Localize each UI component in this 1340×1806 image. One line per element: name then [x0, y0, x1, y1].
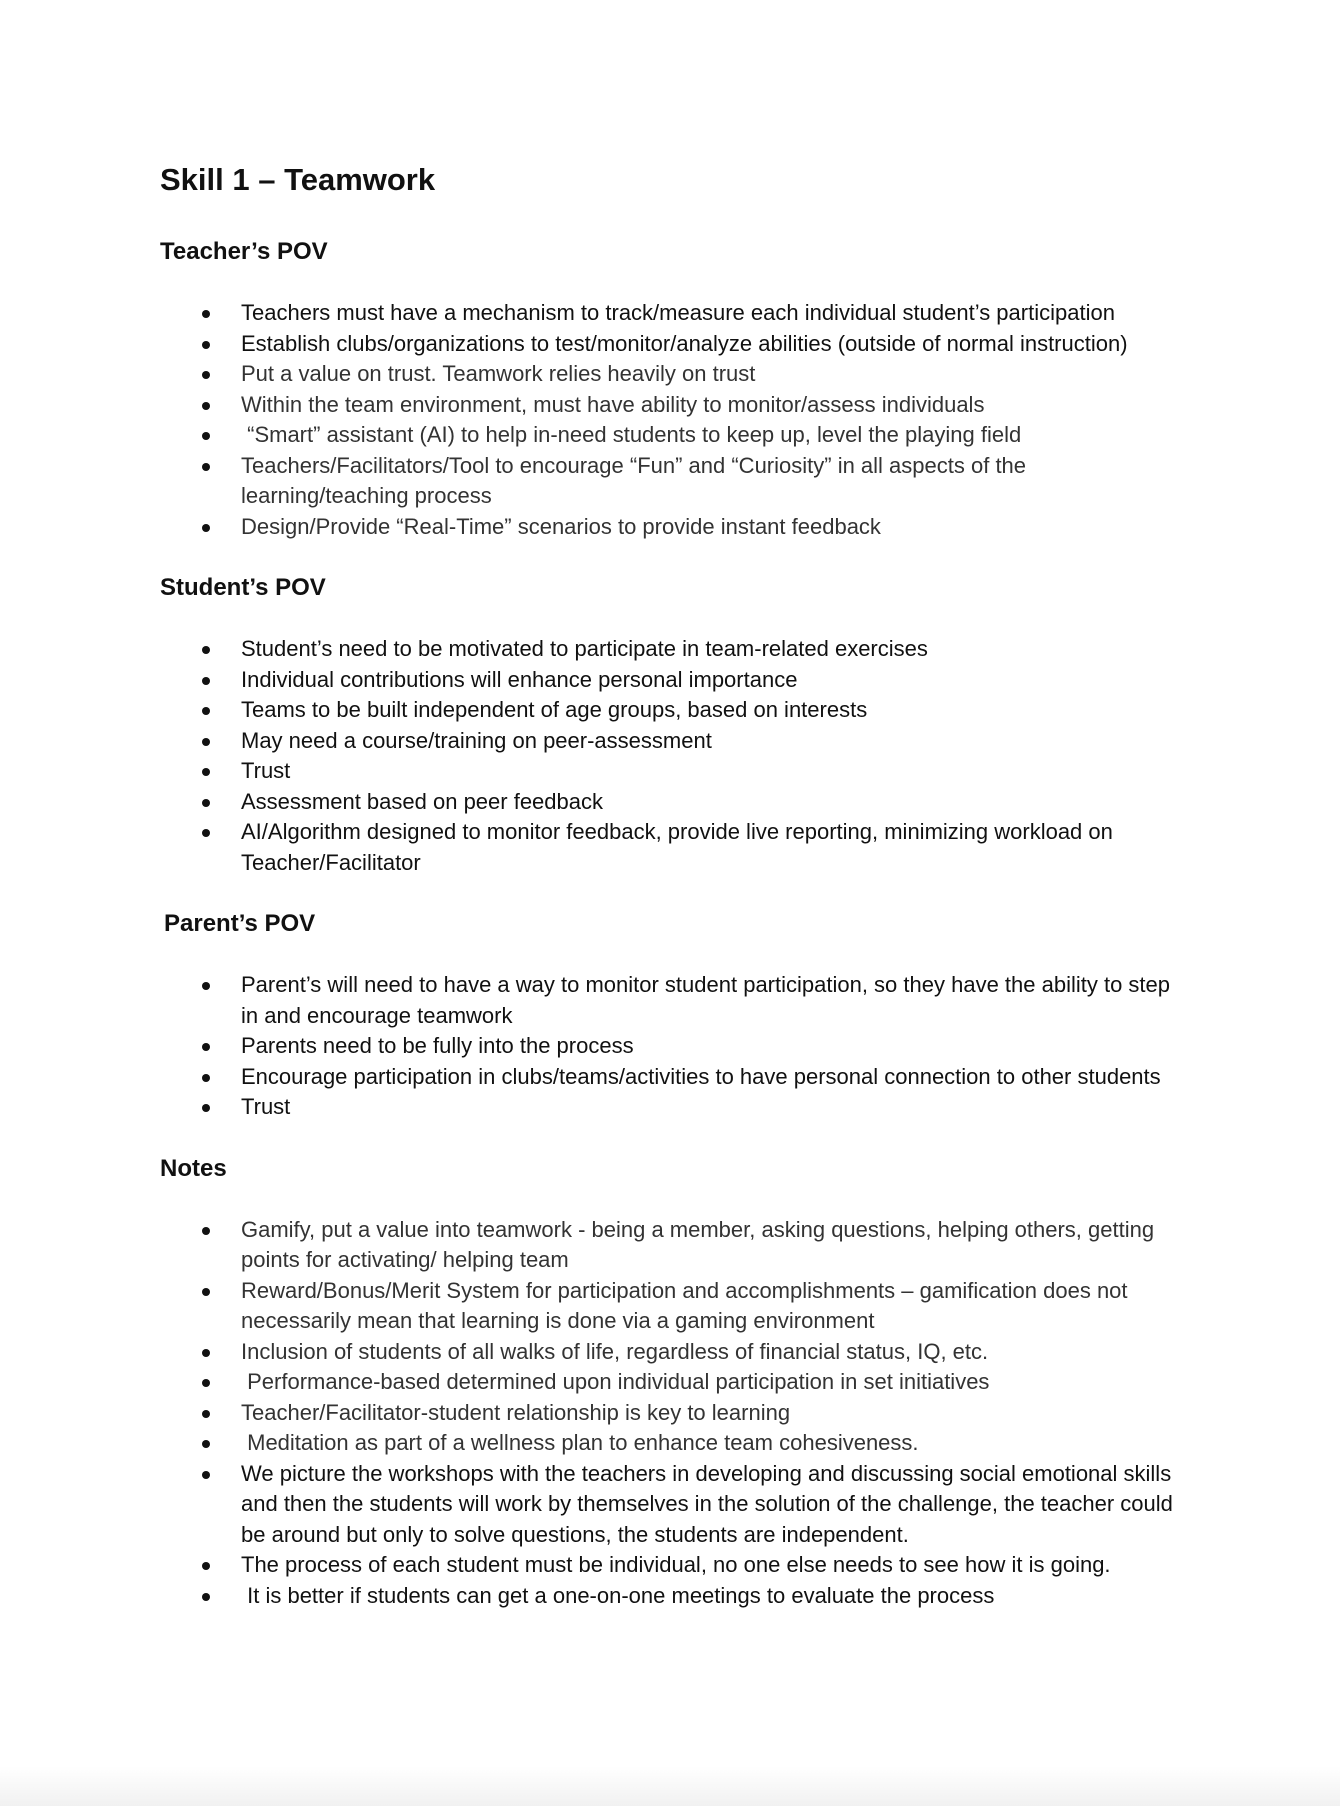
list-item: Design/Provide “Real-Time” scenarios to provide instant feedback	[160, 512, 1180, 543]
list-item: Teacher/Facilitator-student relationship is key to learning	[160, 1398, 1180, 1429]
list-item: Teachers must have a mechanism to track/measure each individual student’s participation	[160, 298, 1180, 329]
list-item: Gamify, put a value into teamwork - being a member, asking questions, helping others, getting points for activating/ helping team	[160, 1215, 1180, 1276]
list-item: Put a value on trust. Teamwork relies heavily on trust	[160, 359, 1180, 390]
page-bottom-shade	[0, 1766, 1340, 1806]
list-item: Individual contributions will enhance personal importance	[160, 665, 1180, 696]
list-item: Parent’s will need to have a way to monitor student participation, so they have the ability to step in and encourage teamwork	[160, 970, 1180, 1031]
section-heading-parents-pov: Parent’s POV	[164, 910, 316, 937]
list-item: Meditation as part of a wellness plan to enhance team cohesiveness.	[160, 1428, 1180, 1459]
bullet-list-parents-pov	[160, 970, 1180, 1123]
list-item: Within the team environment, must have ability to monitor/assess individuals	[160, 390, 1180, 421]
list-item: Teams to be built independent of age groups, based on interests	[160, 695, 1180, 726]
list-item: “Smart” assistant (AI) to help in-need students to keep up, level the playing field	[160, 420, 1180, 451]
list-item: Reward/Bonus/Merit System for participation and accomplishments – gamification does not necessarily mean that learning is done via a gaming environment	[160, 1276, 1180, 1337]
bullet-list-teachers-pov	[160, 298, 1180, 542]
list-item: Trust	[160, 1092, 1180, 1123]
list-item: May need a course/training on peer-assessment	[160, 726, 1180, 757]
document-title: Skill 1 – Teamwork	[160, 162, 436, 197]
list-item: It is better if students can get a one-on-one meetings to evaluate the process	[160, 1581, 1180, 1612]
list-item: Student’s need to be motivated to participate in team-related exercises	[160, 634, 1180, 665]
bullet-list-notes	[160, 1215, 1180, 1612]
list-item: Establish clubs/organizations to test/monitor/analyze abilities (outside of normal instruction)	[160, 329, 1180, 360]
list-item: Trust	[160, 756, 1180, 787]
list-item: Inclusion of students of all walks of life, regardless of financial status, IQ, etc.	[160, 1337, 1180, 1368]
bullet-list-students-pov	[160, 634, 1180, 878]
document-content	[160, 158, 1180, 1641]
list-item: The process of each student must be individual, no one else needs to see how it is going.	[160, 1550, 1180, 1581]
section-heading-notes: Notes	[160, 1154, 227, 1182]
list-item: We picture the workshops with the teachers in developing and discussing social emotional skills and then the students will work by themselves in the solution of the challenge, the teacher could be around but only to solve questions, the students are independent.	[160, 1459, 1180, 1551]
list-item: Parents need to be fully into the process	[160, 1031, 1180, 1062]
list-item: Encourage participation in clubs/teams/activities to have personal connection to other students	[160, 1062, 1180, 1093]
list-item: AI/Algorithm designed to monitor feedback, provide live reporting, minimizing workload on Teacher/Facilitator	[160, 817, 1180, 878]
list-item: Teachers/Facilitators/Tool to encourage “Fun” and “Curiosity” in all aspects of the learning/teaching process	[160, 451, 1180, 512]
section-heading-students-pov: Student’s POV	[160, 574, 326, 601]
list-item: Performance-based determined upon individual participation in set initiatives	[160, 1367, 1180, 1398]
section-heading-teachers-pov: Teacher’s POV	[160, 238, 328, 265]
list-item: Assessment based on peer feedback	[160, 787, 1180, 818]
